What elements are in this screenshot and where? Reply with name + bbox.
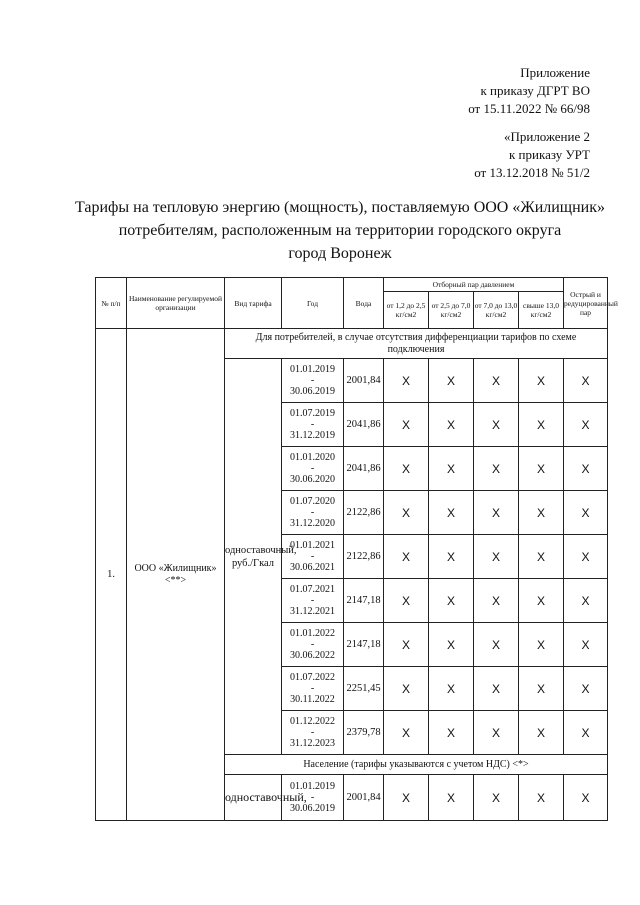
period-to: 31.12.2019 [290, 430, 335, 441]
water-value: 2122,86 [344, 535, 384, 579]
period-to: 31.12.2021 [290, 606, 335, 617]
col-header-year: Год [282, 278, 344, 329]
col-header-steam-4: свыше 13,0 кг/см2 [519, 292, 564, 329]
period-cell [282, 447, 344, 491]
steam-2-value: X [429, 623, 474, 667]
live-steam-value: X [564, 775, 608, 821]
period-cell [282, 579, 344, 623]
steam-3-value: X [474, 447, 519, 491]
steam-2-value: X [429, 359, 474, 403]
period-dash: - [310, 375, 315, 386]
water-value: 2251,45 [344, 667, 384, 711]
col-header-kind: Вид тарифа [225, 278, 282, 329]
live-steam-value: X [564, 403, 608, 447]
live-steam-value: X [564, 447, 608, 491]
title-line: потребителям, расположенным на территории городского округа [118, 222, 562, 239]
steam-3-value: X [474, 667, 519, 711]
live-steam-value: X [564, 711, 608, 755]
steam-1-value: X [384, 579, 429, 623]
title-line: Тарифы на тепловую энергию (мощность), поставляемую ООО «Жилищник» [74, 199, 606, 216]
period-from: 01.07.2020 [290, 496, 335, 507]
water-value: 2122,86 [344, 491, 384, 535]
period-to: 30.06.2022 [290, 650, 335, 661]
period-from: 01.07.2022 [290, 672, 335, 683]
col-header-org: Наименование регулируемой организации [127, 278, 225, 329]
steam-3-value: X [474, 403, 519, 447]
steam-4-value: X [519, 667, 564, 711]
steam-2-value: X [429, 491, 474, 535]
section-title: Для потребителей, в случае отсутствия дифференциации тарифов по схеме подключения [225, 329, 608, 359]
steam-1-value: X [384, 775, 429, 821]
tariff-table [95, 277, 618, 821]
live-steam-value: X [564, 535, 608, 579]
tariff-kind: одноставочный, руб./Гкал [225, 359, 282, 755]
period-from: 01.01.2019 [290, 364, 335, 375]
steam-3-value: X [474, 491, 519, 535]
org-name: ООО «Жилищник» <**> [127, 329, 225, 821]
period-dash: - [310, 595, 315, 606]
period-dash: - [310, 419, 315, 430]
row-number: 1. [96, 329, 127, 821]
period-to: 30.11.2022 [290, 694, 335, 705]
water-value: 2147,18 [344, 623, 384, 667]
steam-3-value: X [474, 623, 519, 667]
steam-2-value: X [429, 403, 474, 447]
period-dash: - [310, 551, 315, 562]
title-line: город Воронеж [288, 245, 392, 262]
col-header-num: № п/п [96, 278, 127, 329]
appendix-line: от 15.11.2022 № 66/98 [468, 101, 590, 116]
reference-line: от 13.12.2018 № 51/2 [474, 165, 590, 180]
steam-4-value: X [519, 711, 564, 755]
steam-4-value: X [519, 535, 564, 579]
steam-2-value: X [429, 535, 474, 579]
period-from: 01.01.2022 [290, 628, 335, 639]
steam-4-value: X [519, 579, 564, 623]
appendix-header [468, 64, 590, 118]
steam-1-value: X [384, 491, 429, 535]
steam-1-value: X [384, 535, 429, 579]
reference-line: «Приложение 2 [503, 129, 590, 144]
period-cell [282, 403, 344, 447]
tariff-kind: одноставочный, [225, 775, 282, 821]
steam-1-value: X [384, 359, 429, 403]
period-from: 01.07.2019 [290, 408, 335, 419]
steam-1-value: X [384, 711, 429, 755]
live-steam-value: X [564, 491, 608, 535]
steam-3-value: X [474, 535, 519, 579]
period-cell [282, 667, 344, 711]
steam-3-value: X [474, 711, 519, 755]
period-from: 01.07.2021 [290, 584, 335, 595]
live-steam-value: X [564, 579, 608, 623]
col-header-steam-2: от 2,5 до 7,0 кг/см2 [429, 292, 474, 329]
live-steam-value: X [564, 667, 608, 711]
period-from: 01.12.2022 [290, 716, 335, 727]
steam-2-value: X [429, 667, 474, 711]
water-value: 2147,18 [344, 579, 384, 623]
col-header-live-steam: Острый и редуцированный пар [564, 278, 608, 329]
period-cell [282, 359, 344, 403]
section-title: Население (тарифы указываются с учетом НДС) <*> [225, 755, 608, 775]
appendix-line: к приказу ДГРТ ВО [480, 83, 590, 98]
period-dash: - [310, 507, 315, 518]
period-to: 30.06.2021 [290, 562, 335, 573]
steam-1-value: X [384, 623, 429, 667]
period-from: 01.01.2021 [290, 540, 335, 551]
steam-2-value: X [429, 775, 474, 821]
col-header-steam-3: от 7,0 до 13,0 кг/см2 [474, 292, 519, 329]
reference-header [474, 128, 590, 182]
steam-4-value: X [519, 403, 564, 447]
steam-4-value: X [519, 623, 564, 667]
live-steam-value: X [564, 623, 608, 667]
steam-4-value: X [519, 359, 564, 403]
period-from: 01.01.2019 [290, 781, 335, 792]
col-header-steam-1: от 1,2 до 2,5 кг/см2 [384, 292, 429, 329]
period-to: 31.12.2020 [290, 518, 335, 529]
steam-3-value: X [474, 579, 519, 623]
period-dash: - [310, 792, 315, 803]
water-value: 2041,86 [344, 403, 384, 447]
steam-1-value: X [384, 667, 429, 711]
water-value: 2001,84 [344, 359, 384, 403]
appendix-line: Приложение [520, 65, 590, 80]
water-value: 2001,84 [344, 775, 384, 821]
period-dash: - [310, 727, 315, 738]
steam-2-value: X [429, 579, 474, 623]
steam-2-value: X [429, 447, 474, 491]
reference-line: к приказу УРТ [508, 147, 590, 162]
period-cell [282, 491, 344, 535]
period-to: 31.12.2023 [290, 738, 335, 749]
col-header-steam-group: Отборный пар давлением [384, 278, 564, 292]
steam-1-value: X [384, 447, 429, 491]
steam-4-value: X [519, 491, 564, 535]
period-from: 01.01.2020 [290, 452, 335, 463]
period-cell [282, 711, 344, 755]
period-to: 30.06.2020 [290, 474, 335, 485]
steam-1-value: X [384, 403, 429, 447]
steam-4-value: X [519, 447, 564, 491]
steam-4-value: X [519, 775, 564, 821]
document-title [60, 196, 620, 265]
water-value: 2041,86 [344, 447, 384, 491]
period-to: 30.06.2019 [290, 803, 335, 814]
steam-2-value: X [429, 711, 474, 755]
col-header-water: Вода [344, 278, 384, 329]
period-cell [282, 535, 344, 579]
water-value: 2379,78 [344, 711, 384, 755]
period-to: 30.06.2019 [290, 386, 335, 397]
steam-3-value: X [474, 775, 519, 821]
live-steam-value: X [564, 359, 608, 403]
period-dash: - [310, 683, 315, 694]
period-cell [282, 623, 344, 667]
steam-3-value: X [474, 359, 519, 403]
period-dash: - [310, 639, 315, 650]
period-dash: - [310, 463, 315, 474]
